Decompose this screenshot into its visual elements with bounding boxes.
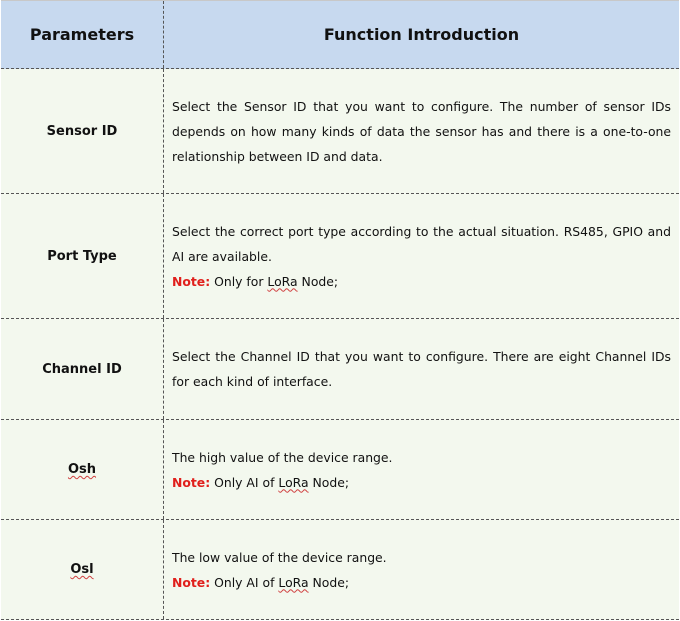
param-name xyxy=(1,520,164,619)
param-description xyxy=(164,319,679,419)
note-text-pre: Only AI of xyxy=(210,474,279,490)
table-row-osl xyxy=(1,520,679,620)
note-text-lora: LoRa xyxy=(278,474,309,490)
parameters-table xyxy=(1,0,679,620)
param-name-text: Osh xyxy=(67,462,97,477)
param-description xyxy=(164,69,679,193)
description-text: The low value of the device range. xyxy=(172,549,387,565)
header-parameters: Parameters xyxy=(1,1,164,68)
note-text-pre: Only AI of xyxy=(210,574,279,590)
note-label: Note: xyxy=(172,273,211,289)
table-row-sensor-id xyxy=(1,69,679,194)
param-description xyxy=(164,520,679,619)
note-line xyxy=(172,570,671,595)
description-text: Select the correct port type according to the actual situation. RS485, GPIO and AI are available. xyxy=(172,223,671,264)
note-text-post: Node; xyxy=(297,273,339,289)
table-row-channel-id xyxy=(1,319,679,420)
note-text-post: Node; xyxy=(308,474,350,490)
note-text-lora: LoRa xyxy=(278,574,309,590)
param-description xyxy=(164,194,679,318)
table-row-osh xyxy=(1,420,679,520)
note-line xyxy=(172,269,671,294)
param-name xyxy=(1,420,164,519)
description-text: The high value of the device range. xyxy=(172,449,393,465)
param-name: Sensor ID xyxy=(1,69,164,193)
note-label: Note: xyxy=(172,574,211,590)
table-row-port-type xyxy=(1,194,679,319)
param-name: Channel ID xyxy=(1,319,164,419)
note-text-post: Node; xyxy=(308,574,350,590)
param-name: Port Type xyxy=(1,194,164,318)
note-text-lora: LoRa xyxy=(267,273,298,289)
description-text: Select the Channel ID that you want to configure. There are eight Channel IDs for each kind of interface. xyxy=(172,349,671,389)
note-line xyxy=(172,470,671,495)
note-label: Note: xyxy=(172,474,211,490)
header-function-introduction: Function Introduction xyxy=(323,25,520,44)
note-text-pre: Only for xyxy=(210,273,268,289)
description-text: Select the Sensor ID that you want to configure. The number of sensor IDs depends on how many kinds of data the sensor has and there is a one-to-one relationship between ID and data. xyxy=(172,98,671,164)
param-description xyxy=(164,420,679,519)
param-name-text: Osl xyxy=(70,562,94,577)
table-header xyxy=(1,0,679,69)
